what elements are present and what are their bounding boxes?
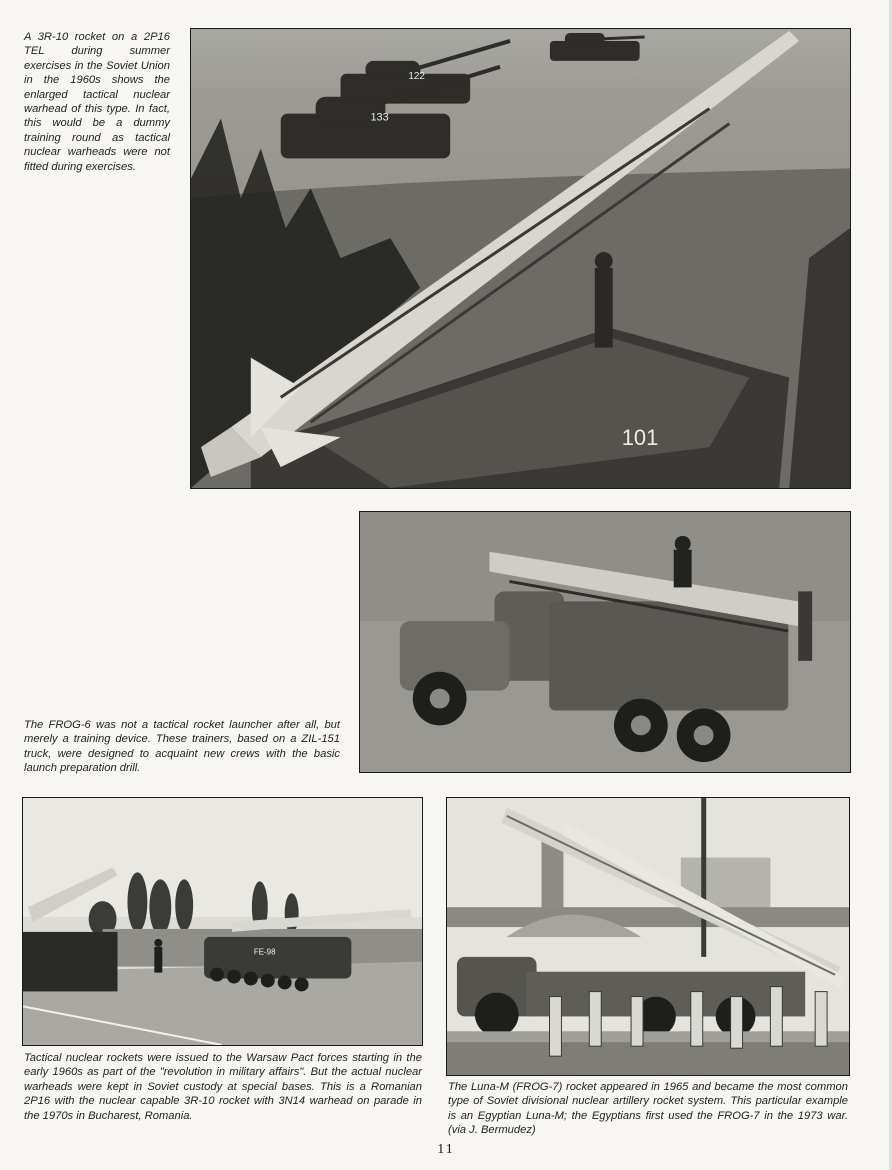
- photo-frog6-trainer: [359, 511, 851, 773]
- caption-middle-text: The FROG-6 was not a tactical rocket launcher after all, but merely a training device. These trainers, based on a ZIL-151 truck, were designed to acquaint new crews with the basic launch preparation drill.: [24, 719, 340, 775]
- photo-egyptian-luna-m: [446, 797, 850, 1076]
- caption-middle: [24, 718, 340, 776]
- photo-egyptian-luna-m-image: [447, 798, 849, 1075]
- caption-bottom-left-text: Tactical nuclear rockets were issued to the Warsaw Pact forces starting in the early 1960s as part of the "revolution in military affairs". But the actual nuclear warheads were kept in Soviet custody at special bases. This is a Romanian 2P16 with the nuclear capable 3R-10 rocket with 3N14 warhead on parade in the 1970s in Bucharest, Romania.: [24, 1052, 422, 1122]
- page-number: 11: [437, 1142, 455, 1157]
- photo-romanian-2p16-parade: [22, 797, 423, 1046]
- caption-bottom-right: [448, 1080, 848, 1138]
- vehicle-number-101: 101: [621, 425, 659, 451]
- caption-top-text: A 3R-10 rocket on a 2P16 TEL during summer exercises in the Soviet Union in the 1960s shows the enlarged tactical nuclear warhead of this type. In fact, this would be a dummy training round as tactical nuclear warheads were not fitted during exercises.: [24, 31, 170, 173]
- photo-2p16-exercise: [190, 28, 851, 489]
- photo-frog6-trainer-image: [360, 512, 850, 772]
- tank-number-122: 122: [408, 70, 425, 82]
- caption-top: [24, 30, 170, 174]
- caption-bottom-right-text: The Luna-M (FROG-7) rocket appeared in 1965 and became the most common type of Soviet divisional nuclear artillery rocket system. This particular example is an Egyptian Luna-M; the Egyptians first used the FROG-7 in the 1973 war. (via J. Bermudez): [448, 1081, 848, 1137]
- photo-romanian-2p16-parade-image: [23, 798, 422, 1045]
- caption-bottom-left: [24, 1051, 422, 1123]
- photo-2p16-exercise-image: [191, 29, 850, 488]
- tank-number-133: 133: [370, 111, 389, 124]
- vehicle-number-fe98: FE-98: [253, 947, 276, 957]
